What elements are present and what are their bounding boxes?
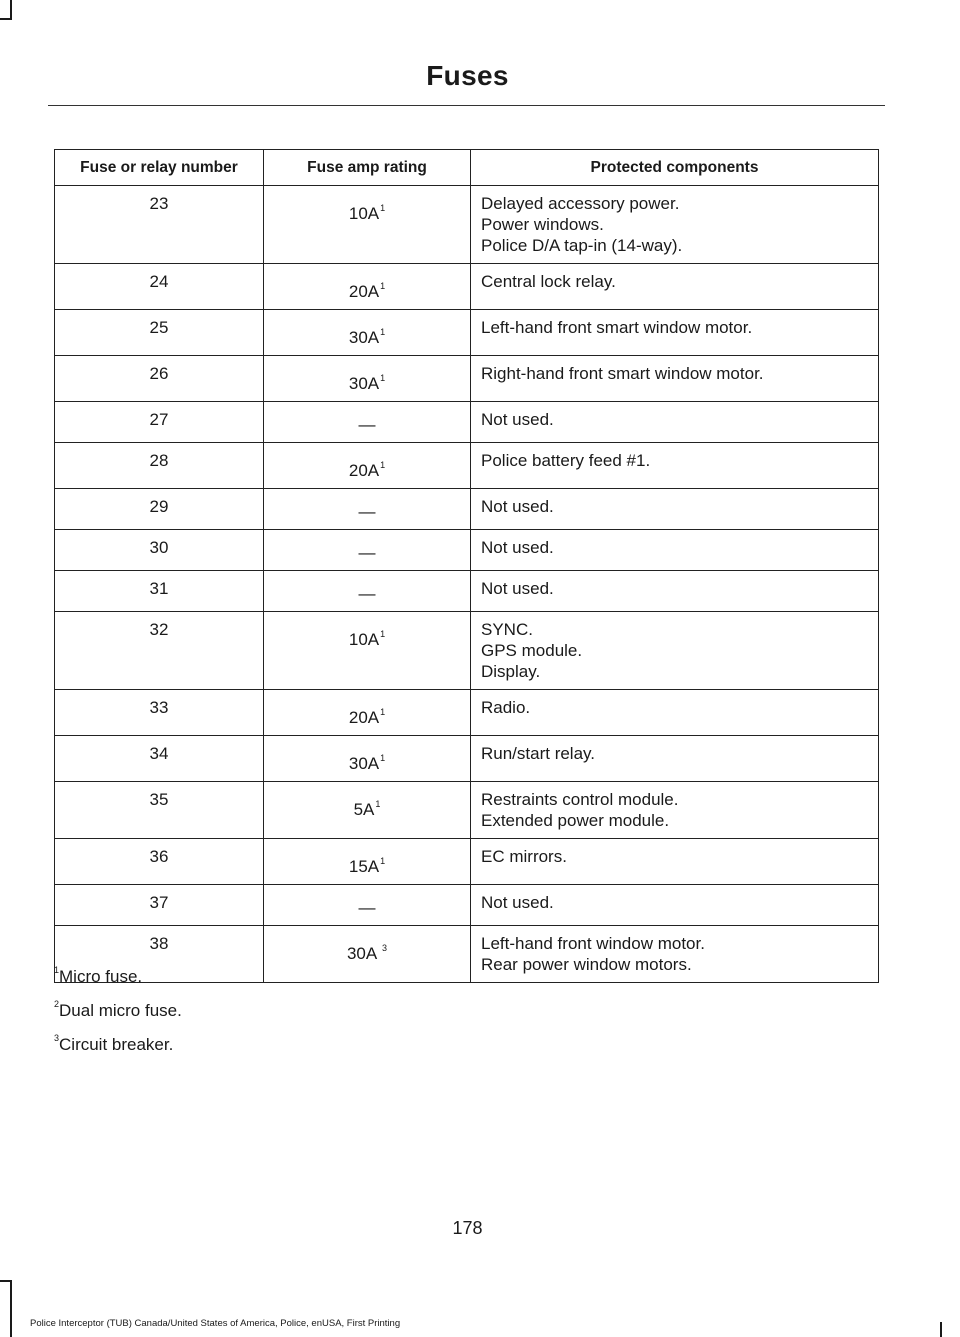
title-divider [48,105,885,106]
protected-components-cell [471,264,879,310]
table-header-row [55,150,879,186]
amp-rating-value: 30A [348,328,380,347]
component-line: Police battery feed #1. [481,451,651,470]
footnote-marker: 1 [380,373,386,383]
fuse-number-cell: 38 [55,926,264,983]
footnotes [54,958,182,1060]
table-row [55,443,879,489]
amp-rating-value: 10A [348,204,380,223]
fuse-table [54,149,879,983]
column-header: Fuse or relay number [55,150,264,186]
table-row [55,489,879,530]
amp-rating-cell [264,443,471,489]
table-row [55,530,879,571]
protected-components-cell [471,186,879,264]
footnote-marker: 3 [382,943,388,953]
amp-rating-cell [264,489,471,530]
page-number: 178 [452,1218,483,1238]
component-line: Left-hand front window motor. [481,934,705,953]
amp-rating-cell [264,782,471,839]
fuse-number-cell: 31 [55,571,264,612]
fuse-number-cell: 36 [55,839,264,885]
fuse-number-cell: 25 [55,310,264,356]
fuse-number-cell: 26 [55,356,264,402]
table-row [55,690,879,736]
amp-rating-value: 20A [348,461,380,480]
footnote: $^1$Micro fuse. [54,965,143,986]
amp-rating-cell [264,530,471,571]
protected-components-cell [471,926,879,983]
column-header: Protected components [471,150,879,186]
component-line: Extended power module. [481,811,670,830]
component-line: Run/start relay. [481,744,596,763]
protected-components-cell [471,443,879,489]
component-line: Police D/A tap-in (14-way). [481,236,683,255]
fuse-number-cell: 29 [55,489,264,530]
amp-rating-value: 5A [353,800,375,819]
protected-components-cell [471,782,879,839]
table-row [55,186,879,264]
component-line: Restraints control module. [481,790,679,809]
crop-mark-top-left-h [0,18,12,20]
protected-components-cell [471,310,879,356]
protected-components-cell [471,489,879,530]
component-line: Not used. [481,893,554,912]
component-line: EC mirrors. [481,847,567,866]
component-line: Power windows. [481,215,604,234]
amp-rating-value: 30A [348,754,380,773]
amp-rating-value: 20A [348,708,380,727]
table-row [55,402,879,443]
protected-components-cell [471,736,879,782]
component-line: Right-hand front smart window motor. [481,364,764,383]
table-row [55,356,879,402]
amp-rating-cell [264,571,471,612]
amp-rating-cell [264,736,471,782]
footnote-marker: 1 [380,281,386,291]
protected-components-cell [471,530,879,571]
amp-rating-cell [264,612,471,690]
amp-rating-value: 15A [348,857,380,876]
footnote-marker: 1 [380,753,386,763]
component-line: Left-hand front smart window motor. [481,318,753,337]
table-row [55,736,879,782]
component-line: Not used. [481,497,554,516]
table-row [55,782,879,839]
amp-rating-value: 10A [348,630,380,649]
page-title: Fuses [426,60,509,91]
fuse-number-cell: 34 [55,736,264,782]
table-row [55,885,879,926]
amp-rating-value: — [358,502,376,521]
table-row [55,310,879,356]
amp-rating-cell [264,885,471,926]
amp-rating-value: — [358,584,376,603]
crop-mark-top-left [10,0,12,20]
fuse-number-cell: 23 [55,186,264,264]
fuse-number-cell: 32 [55,612,264,690]
footnote-marker: 1 [380,203,386,213]
component-line: SYNC. [481,620,533,639]
amp-rating-value: 20A [348,282,380,301]
component-line: Not used. [481,410,554,429]
protected-components-cell [471,571,879,612]
component-line: Not used. [481,579,554,598]
crop-mark-bottom-left-h [0,1280,12,1282]
column-header: Fuse amp rating [264,150,471,186]
fuse-number-cell: 35 [55,782,264,839]
fuse-number-cell: 27 [55,402,264,443]
amp-rating-cell [264,186,471,264]
component-line: Rear power window motors. [481,955,692,974]
amp-rating-value: — [358,543,376,562]
table-row [55,839,879,885]
footnote: $^2$Dual micro fuse. [54,999,182,1020]
footnote-marker: 1 [380,856,386,866]
footnote-marker: 1 [380,629,386,639]
fuse-number-cell: 33 [55,690,264,736]
amp-rating-cell [264,926,471,983]
crop-mark-bottom-left [10,1280,12,1337]
footnote-marker: 1 [380,460,386,470]
table-row [55,612,879,690]
amp-rating-cell [264,356,471,402]
component-line: Radio. [481,698,531,717]
amp-rating-cell [264,690,471,736]
protected-components-cell [471,356,879,402]
amp-rating-cell [264,310,471,356]
amp-rating-value: 30A [348,374,380,393]
table-row [55,264,879,310]
protected-components-cell [471,690,879,736]
component-line: Not used. [481,538,554,557]
footnote: $^3$Circuit breaker. [54,1033,174,1054]
publication-footer: Police Interceptor (TUB) Canada/United States of America, Police, enUSA, First Printing [30,1318,401,1329]
table-row [55,571,879,612]
fuse-number-cell: 24 [55,264,264,310]
amp-rating-cell [264,402,471,443]
footnote-marker: 1 [380,327,386,337]
fuse-number-cell: 37 [55,885,264,926]
amp-rating-value: — [358,415,376,434]
footnote-marker: 1 [375,799,381,809]
component-line: GPS module. [481,641,583,660]
component-line: Central lock relay. [481,272,616,291]
protected-components-cell [471,402,879,443]
amp-rating-value: — [358,898,376,917]
amp-rating-cell [264,264,471,310]
fuse-number-cell: 30 [55,530,264,571]
crop-mark-bottom-right [940,1322,942,1337]
amp-rating-cell [264,839,471,885]
protected-components-cell [471,839,879,885]
footnote-marker: 1 [380,707,386,717]
component-line: Display. [481,662,541,681]
component-line: Delayed accessory power. [481,194,680,213]
protected-components-cell [471,885,879,926]
protected-components-cell [471,612,879,690]
amp-rating-value: 30A [346,944,382,963]
fuse-number-cell: 28 [55,443,264,489]
